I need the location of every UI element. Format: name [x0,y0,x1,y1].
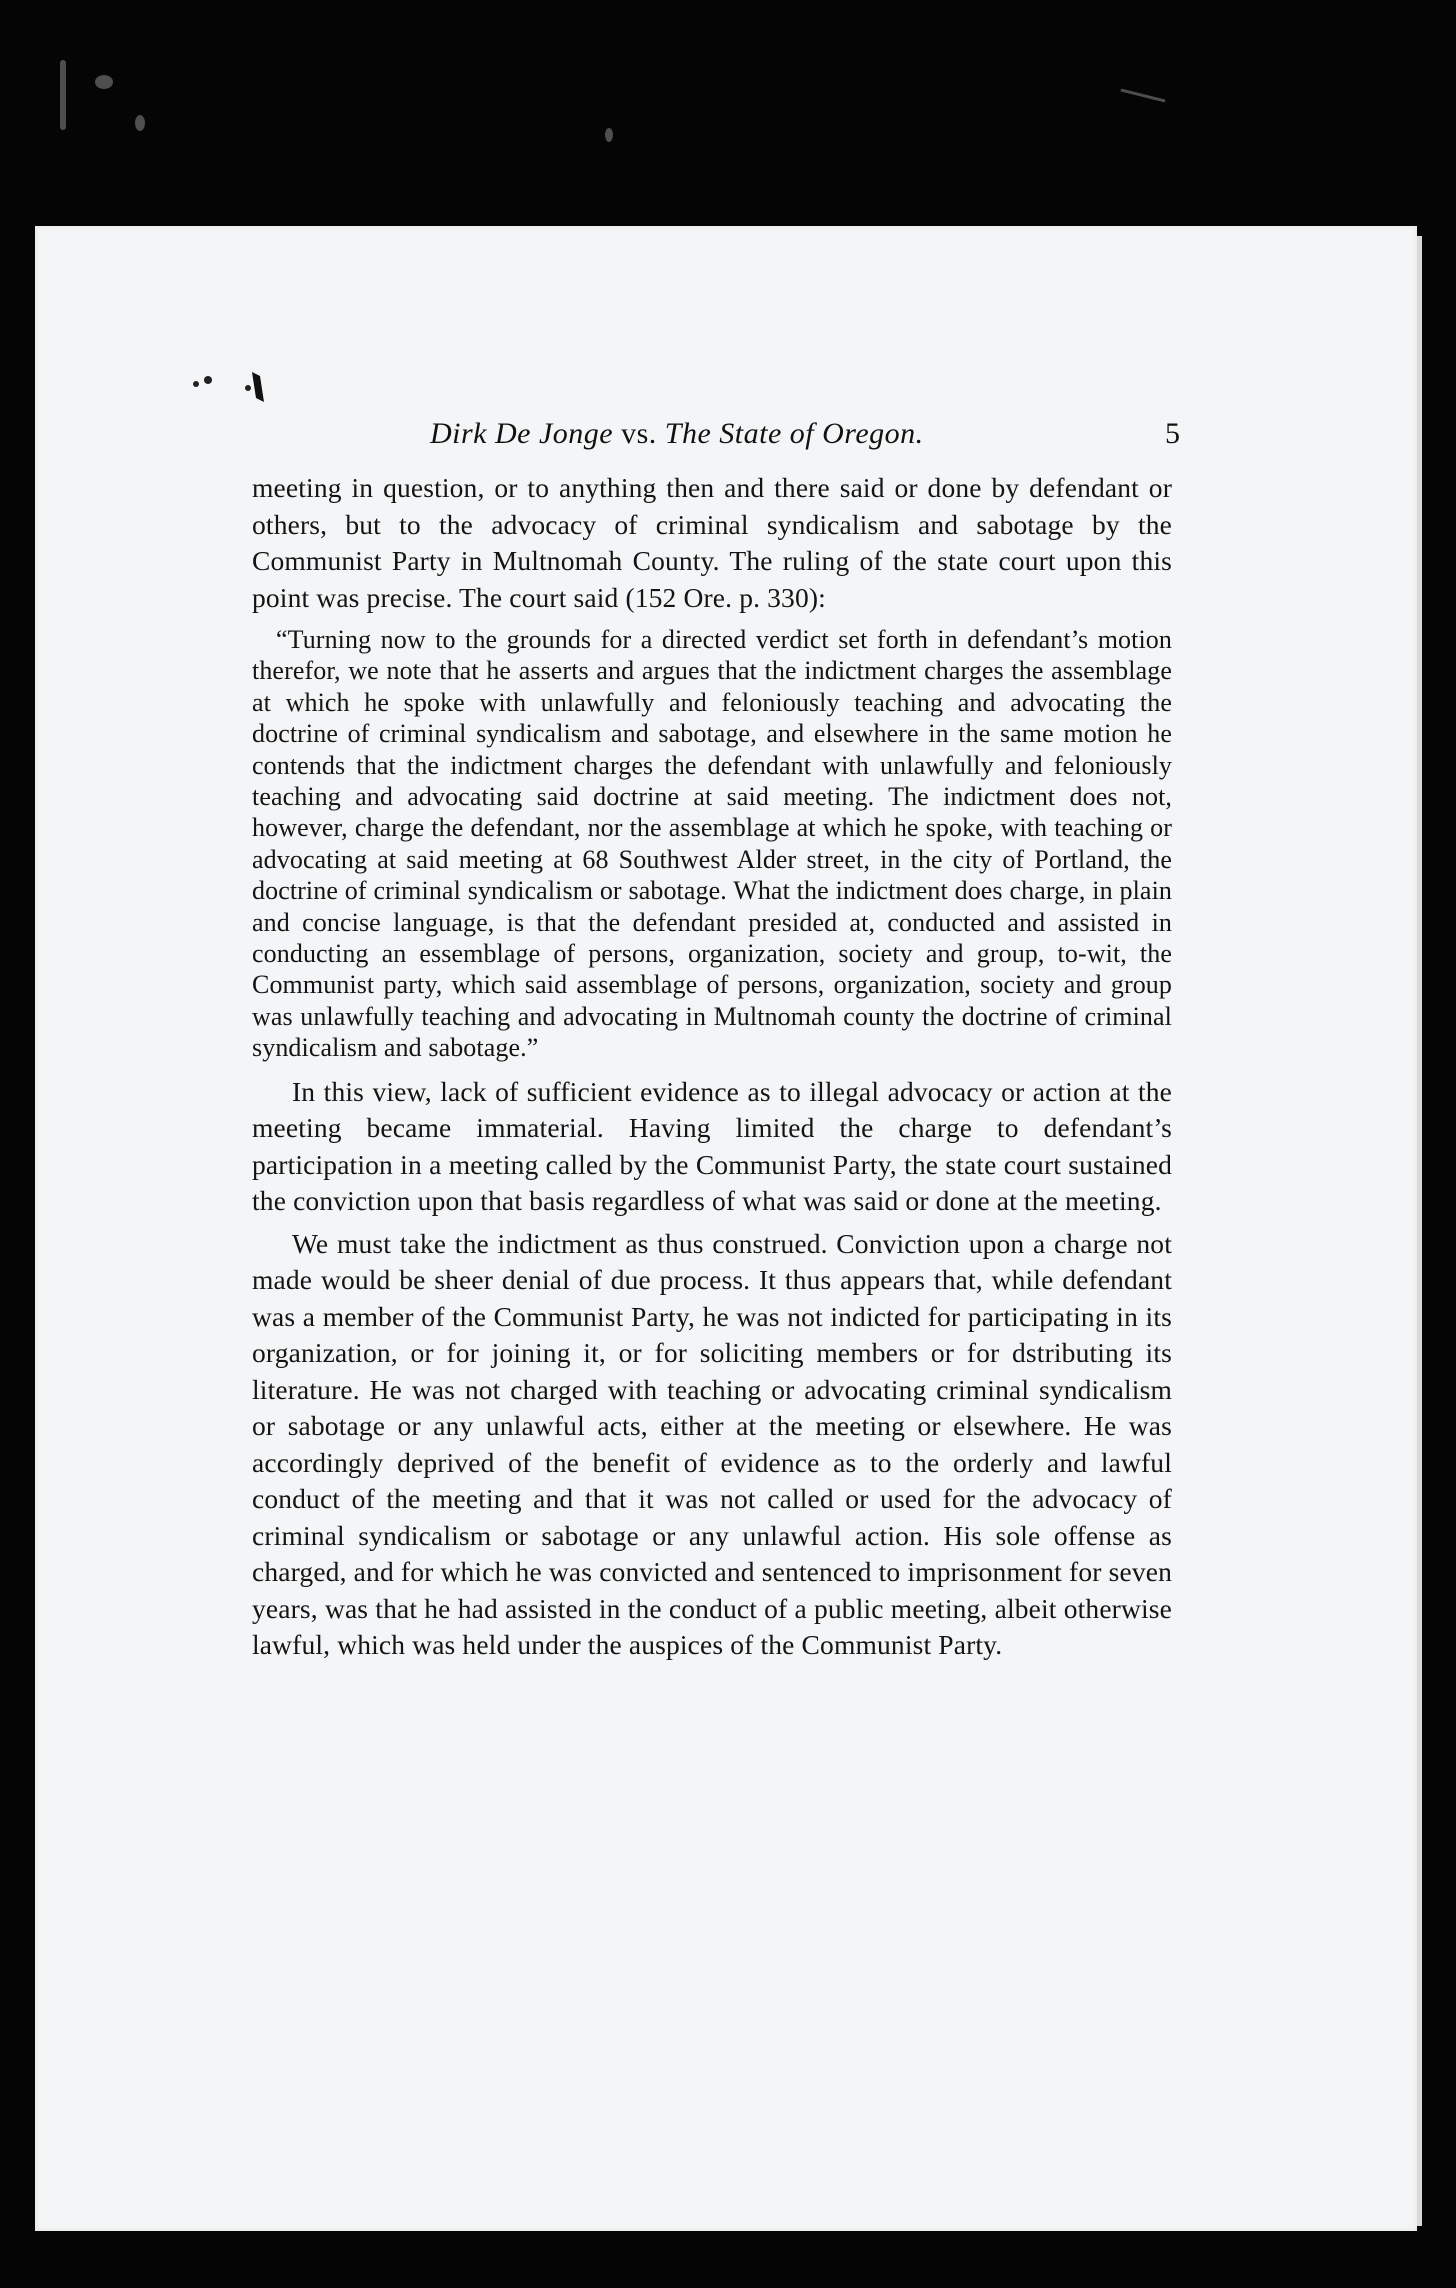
block-quote: “Turning now to the grounds for a directed verdict set forth in defendant’s motion therefor, we note that he asserts and argues that the indictment charges the assemblage at which he spoke with unlawfully and feloniously teaching and advocating the doctrine of criminal syndicalism and sabotage, and elsewhere in the same motion he contends that the indictment charges the defendant with unlawfully and feloniously teaching and advocating said doctrine at said meeting. The indictment does not, however, charge the defendant, nor the assemblage at which he spoke, with teaching or advocating at said meeting at 68 Southwest Alder street, in the city of Portland, the doctrine of criminal syndicalism or sabotage. What the indictment does charge, in plain and concise language, is that the defendant presided at, conducted and assisted in conducting an essemblage of persons, organization, society and group, to-wit, the Communist party, which said assemblage of persons, organization, society and group was unlawfully teaching and advocating in Multnomah county the doctrine of criminal syndicalism and sabotage.” [252,625,1172,1063]
versus-label: vs. [621,417,657,450]
paragraph: In this view, lack of sufficient evidence as to illegal advocacy or action at the meeting became immaterial. Having limited the charge to defendant’s participation in a meeting called by the Communist Party, the state court sustained the conviction upon that basis regardless of what was said or done at the meeting. [252,1075,1172,1217]
paragraph-continuation: meeting in question, or to anything then and there said or done by defendant or others, but to the advocacy of criminal syndicalism and sabotage by the Communist Party in Multnomah County. The ruling of the state court upon this point was precise. The court said (152 Ore. p. 330): [252,472,1172,613]
scan-dust-mark [605,128,613,142]
running-head-title [430,417,924,451]
scan-dust-mark [60,60,66,130]
ink-specks [190,362,280,412]
paragraph: We must take the indictment as thus construed. Conviction upon a charge not made would be sheer denial of due process. It thus appears that, while defendant was a member of the Communist Party, he was not indicted for participating in its organization, or for joining it, or for soliciting members or for dstributing its literature. He was not charged with teaching or advocating criminal syndicalism or sabotage or any unlawful acts, either at the meeting or elsewhere. He was accordingly deprived of the benefit of evidence as to the orderly and lawful conduct of the meeting and that it was not called or used for the advocacy of criminal syndicalism or sabotage or any unlawful action. His sole offense as charged, and for which he was convicted and sentenced to imprisonment for seven years, was that he had assisted in the conduct of a public meeting, albeit otherwise lawful, which was held under the auspices of the Communist Party. [252,1227,1172,1661]
scan-dust-mark [1120,88,1165,102]
running-header [250,417,1180,461]
scan-dust-mark [95,75,113,89]
body-text [252,470,1172,1664]
case-right-party: The State of Oregon. [664,417,924,450]
page-number: 5 [1165,417,1180,450]
case-left-party: Dirk De Jonge [430,417,614,450]
scan-dust-mark [135,115,145,131]
